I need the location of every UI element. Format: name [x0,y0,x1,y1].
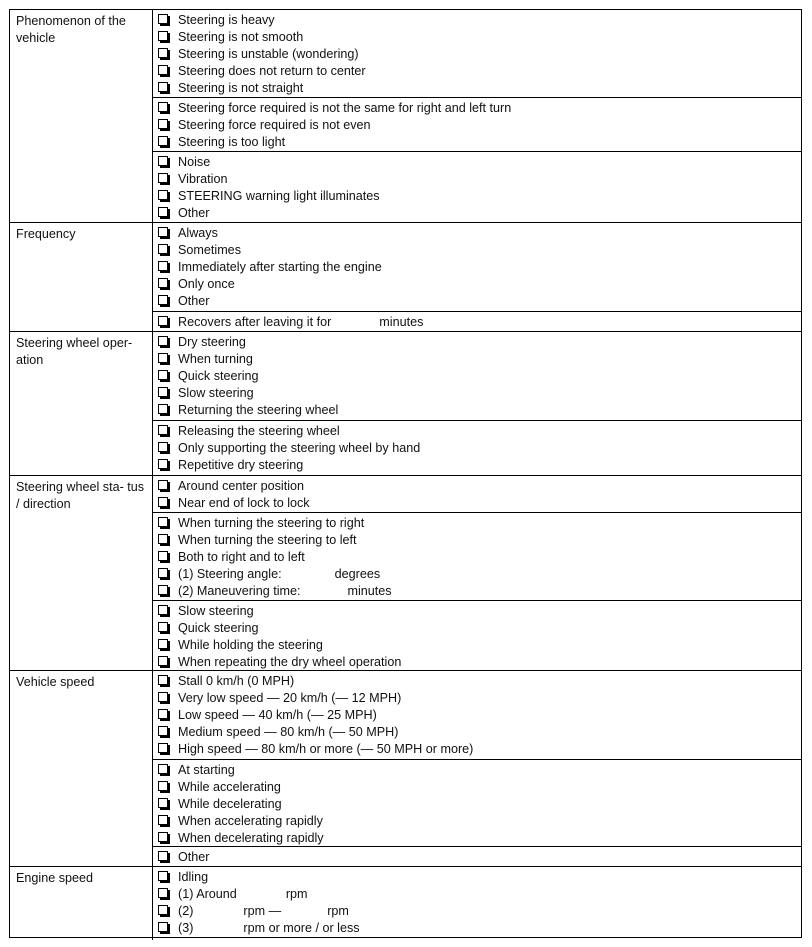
option-group [153,332,801,420]
checkbox-icon[interactable] [158,442,168,452]
option-label: When turning the steering to left [178,532,357,547]
checkbox-icon[interactable] [158,639,168,649]
checkbox-icon[interactable] [158,425,168,435]
checkbox-option[interactable] [153,566,801,583]
checkbox-icon[interactable] [158,568,168,578]
option-label: When turning the steering to right [178,516,365,530]
checkbox-option[interactable] [153,368,801,385]
checkbox-option[interactable] [153,12,801,29]
checkbox-icon[interactable] [158,922,168,932]
checkbox-option[interactable] [153,654,801,671]
option-label-segment: minutes [347,583,392,598]
option-label: Only once [178,276,235,291]
checkbox-icon[interactable] [158,585,168,595]
checkbox-option[interactable] [153,495,801,512]
option-label: Steering is too light [178,134,286,149]
checkbox-option[interactable] [153,188,801,205]
checkbox-option[interactable] [153,637,801,654]
checkbox-icon[interactable] [158,102,168,112]
checkbox-option[interactable] [153,314,801,331]
option-label: Noise [178,155,211,169]
option-label: When turning [178,351,253,366]
checkbox-icon[interactable] [158,353,168,363]
checkbox-option[interactable] [153,334,801,351]
checkbox-option[interactable] [153,796,801,813]
checkbox-icon[interactable] [158,675,168,685]
checkbox-option[interactable] [153,225,801,242]
checkbox-option[interactable] [153,583,801,600]
checkbox-icon[interactable] [158,136,168,146]
checkbox-option[interactable] [153,741,801,758]
option-label: While accelerating [178,779,281,794]
checkbox-icon[interactable] [158,65,168,75]
checkbox-icon[interactable] [158,726,168,736]
option-label: While holding the steering [178,637,323,652]
checkbox-icon[interactable] [158,851,168,861]
option-label-segment: (2) Maneuvering time: [178,583,301,598]
option-label-segment: rpm [327,903,349,918]
checkbox-option[interactable] [153,886,801,903]
checkbox-option[interactable] [153,903,801,920]
option-label: Steering is not smooth [178,29,304,44]
option-label-segment: (1) Around [178,886,237,901]
option-group [153,867,801,940]
checkbox-option[interactable] [153,351,801,368]
checkbox-icon[interactable] [158,244,168,254]
option-label: Repetitive dry steering [178,457,304,472]
checkbox-icon[interactable] [158,227,168,237]
checkbox-option[interactable] [153,762,801,779]
checkbox-option[interactable] [153,117,801,134]
checkbox-icon[interactable] [158,832,168,842]
option-label: Dry steering [178,335,246,349]
option-groups [153,476,801,671]
checkbox-icon[interactable] [158,517,168,527]
section-steering-wheel-oper-ation [10,331,801,476]
option-label: Releasing the steering wheel [178,424,340,438]
checkbox-icon[interactable] [158,497,168,507]
checkbox-icon[interactable] [158,387,168,397]
option-label: Steering does not return to center [178,63,366,78]
option-label: When accelerating rapidly [178,813,323,828]
option-groups [153,223,801,332]
section-label: Vehicle speed [10,671,153,867]
checkbox-option[interactable] [153,385,801,402]
section-label: Steering wheel sta- tus / direction [10,476,153,671]
checkbox-option[interactable] [153,171,801,188]
option-label [178,903,349,920]
section-frequency [10,222,801,332]
checkbox-option[interactable] [153,620,801,637]
option-label: Idling [178,870,209,884]
option-group [153,97,801,151]
option-groups [153,867,801,940]
option-label: Near end of lock to lock [178,495,310,510]
checkbox-icon[interactable] [158,316,168,326]
option-label: Sometimes [178,242,241,257]
checkbox-option[interactable] [153,402,801,419]
option-label-segment: rpm — [243,903,282,918]
option-label: Slow steering [178,604,254,618]
option-label-segment: (3) [178,920,194,935]
checkbox-icon[interactable] [158,905,168,915]
option-label [178,566,380,583]
option-groups [153,671,801,867]
checkbox-icon[interactable] [158,781,168,791]
option-group [153,512,801,600]
checkbox-icon[interactable] [158,278,168,288]
checkbox-icon[interactable] [158,31,168,41]
option-label: Always [178,226,218,240]
checkbox-icon[interactable] [158,156,168,166]
checkbox-option[interactable] [153,63,801,80]
option-label: Medium speed — 80 km/h (— 50 MPH) [178,724,399,739]
option-label-segment: degrees [334,566,381,581]
section-label: Frequency [10,223,153,332]
checkbox-icon[interactable] [158,871,168,881]
option-label: Other [178,293,210,308]
checkbox-icon[interactable] [158,764,168,774]
checkbox-icon[interactable] [158,815,168,825]
option-label: Steering force required is not the same for right and left turn [178,101,512,115]
checkbox-icon[interactable] [158,534,168,544]
option-label: Quick steering [178,368,259,383]
option-group [153,311,801,332]
option-label [178,920,360,937]
option-label: Vibration [178,171,228,186]
checkbox-icon[interactable] [158,459,168,469]
checkbox-option[interactable] [153,46,801,63]
checkbox-icon[interactable] [158,190,168,200]
option-label: Steering is unstable (wondering) [178,46,359,61]
option-group [153,420,801,476]
checkbox-option[interactable] [153,205,801,222]
checkbox-option[interactable] [153,830,801,847]
option-group [153,223,801,311]
checkbox-icon[interactable] [158,605,168,615]
checkbox-icon[interactable] [158,798,168,808]
checkbox-option[interactable] [153,276,801,293]
option-group [153,151,801,222]
option-label: Low speed — 40 km/h (— 25 MPH) [178,707,377,722]
checkbox-icon[interactable] [158,14,168,24]
checkbox-icon[interactable] [158,743,168,753]
checkbox-icon[interactable] [158,709,168,719]
option-label: Returning the steering wheel [178,402,339,417]
checkbox-option[interactable] [153,154,801,171]
diagnosis-worksheet-table [9,9,802,938]
checkbox-icon[interactable] [158,551,168,561]
section-engine-speed [10,866,801,940]
option-label: STEERING warning light illuminates [178,188,380,203]
option-group [153,846,801,867]
checkbox-icon[interactable] [158,173,168,183]
checkbox-icon[interactable] [158,480,168,490]
checkbox-option[interactable] [153,29,801,46]
option-label [178,583,392,600]
section-phenomenon-of-the-vehicle [10,10,801,222]
checkbox-option[interactable] [153,549,801,566]
checkbox-icon[interactable] [158,336,168,346]
option-label: Stall 0 km/h (0 MPH) [178,674,295,688]
option-label: Immediately after starting the engine [178,259,382,274]
section-steering-wheel-sta-tus-direction [10,475,801,671]
option-label-segment: (1) Steering angle: [178,566,282,581]
checkbox-option[interactable] [153,423,801,440]
checkbox-icon[interactable] [158,622,168,632]
option-label: High speed — 80 km/h or more (— 50 MPH or more) [178,741,474,756]
checkbox-icon[interactable] [158,370,168,380]
option-label: Steering force required is not even [178,117,371,132]
checkbox-option[interactable] [153,724,801,741]
option-label: Other [178,205,210,220]
checkbox-icon[interactable] [158,119,168,129]
option-label: Very low speed — 20 km/h (— 12 MPH) [178,690,402,705]
checkbox-option[interactable] [153,457,801,474]
option-label-segment: minutes [379,315,424,329]
checkbox-icon[interactable] [158,692,168,702]
option-label: Steering is heavy [178,13,275,27]
option-label: While decelerating [178,796,282,811]
option-label [178,314,423,331]
section-label: Engine speed [10,867,153,940]
option-label [178,886,308,903]
option-label: When decelerating rapidly [178,830,324,845]
option-groups [153,332,801,476]
checkbox-option[interactable] [153,813,801,830]
option-groups [153,10,801,222]
option-group [153,600,801,671]
option-label: At starting [178,763,235,777]
option-label: Around center position [178,479,305,493]
checkbox-option[interactable] [153,532,801,549]
checkbox-option[interactable] [153,673,801,690]
option-label-segment: rpm [285,886,308,901]
section-label: Phenomenon of the vehicle [10,10,153,222]
option-group [153,759,801,846]
option-label: Steering is not straight [178,80,304,95]
checkbox-option[interactable] [153,80,801,97]
checkbox-icon[interactable] [158,48,168,58]
option-label: Both to right and to left [178,549,305,564]
checkbox-icon[interactable] [158,295,168,305]
checkbox-icon[interactable] [158,404,168,414]
checkbox-option[interactable] [153,259,801,276]
section-label: Steering wheel oper- ation [10,332,153,476]
checkbox-icon[interactable] [158,82,168,92]
checkbox-icon[interactable] [158,207,168,217]
checkbox-icon[interactable] [158,656,168,666]
checkbox-option[interactable] [153,242,801,259]
checkbox-option[interactable] [153,515,801,532]
checkbox-option[interactable] [153,869,801,886]
checkbox-option[interactable] [153,849,801,866]
checkbox-option[interactable] [153,690,801,707]
checkbox-option[interactable] [153,440,801,457]
checkbox-icon[interactable] [158,261,168,271]
option-label: When repeating the dry wheel operation [178,654,402,669]
checkbox-icon[interactable] [158,888,168,898]
option-label: Quick steering [178,620,259,635]
checkbox-option[interactable] [153,293,801,310]
option-label-segment: rpm or more / or less [243,920,360,935]
checkbox-option[interactable] [153,100,801,117]
option-group [153,476,801,512]
checkbox-option[interactable] [153,920,801,937]
checkbox-option[interactable] [153,779,801,796]
checkbox-option[interactable] [153,134,801,151]
option-label: Only supporting the steering wheel by hand [178,440,421,455]
option-group [153,10,801,97]
section-vehicle-speed [10,670,801,867]
option-label: Other [178,850,210,864]
option-group [153,671,801,759]
option-label-segment: (2) [178,903,194,918]
checkbox-option[interactable] [153,707,801,724]
checkbox-option[interactable] [153,603,801,620]
option-label: Slow steering [178,385,254,400]
option-label-segment: Recovers after leaving it for [178,315,332,329]
checkbox-option[interactable] [153,478,801,495]
